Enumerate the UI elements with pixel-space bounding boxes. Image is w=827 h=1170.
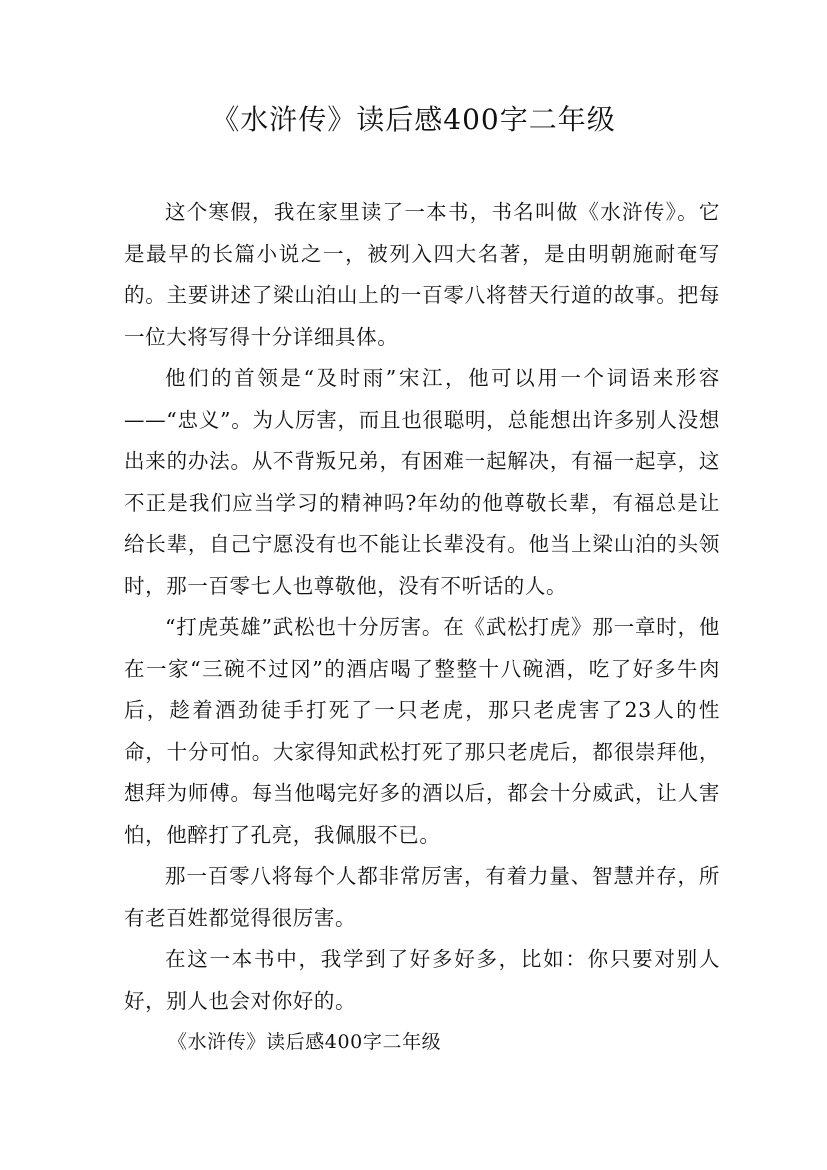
- document-body: [124, 192, 720, 1062]
- paragraph-4: 那一百零八将每个人都非常厉害，有着力量、智慧并存，所有老百姓都觉得很厉害。: [124, 864, 720, 930]
- paragraph-2: 他们的首领是“及时雨”宋江，他可以用一个词语来形容——“忠义”。为人厉害，而且也很聪明，总能想出许多别人没想出来的办法。从不背叛兄弟，有困难一起解决，有福一起享，这不正是我们应当学习的精神吗?年幼的他尊敬长辈，有福总是让给长辈，自己宁愿没有也不能让长辈没有。他当上梁山泊的头领时，那一百零七人也尊敬他，没有不听话的人。: [124, 366, 720, 598]
- document-title: 《水浒传》读后感400字二年级: [211, 103, 616, 136]
- paragraph-5: 在这一本书中，我学到了好多好多，比如：你只要对别人好，别人也会对你好的。: [124, 947, 720, 1013]
- document-footer-title: 《水浒传》读后感400字二年级: [168, 1031, 442, 1053]
- paragraph-1: 这个寒假，我在家里读了一本书，书名叫做《水浒传》。它是最早的长篇小说之一，被列入四大名著，是由明朝施耐奄写的。主要讲述了梁山泊山上的一百零八将替天行道的故事。把每一位大将写得十分详细具体。: [124, 200, 720, 349]
- paragraph-3: “打虎英雄”武松也十分厉害。在《武松打虎》那一章时，他在一家“三碗不过冈”的酒店喝了整整十八碗酒，吃了好多牛肉后，趁着酒劲徒手打死了一只老虎，那只老虎害了23人的性命，十分可怕。大家得知武松打死了那只老虎后，都很崇拜他，想拜为师傅。每当他喝完好多的酒以后，都会十分威武，让人害怕，他醉打了孔亮，我佩服不已。: [124, 615, 720, 847]
